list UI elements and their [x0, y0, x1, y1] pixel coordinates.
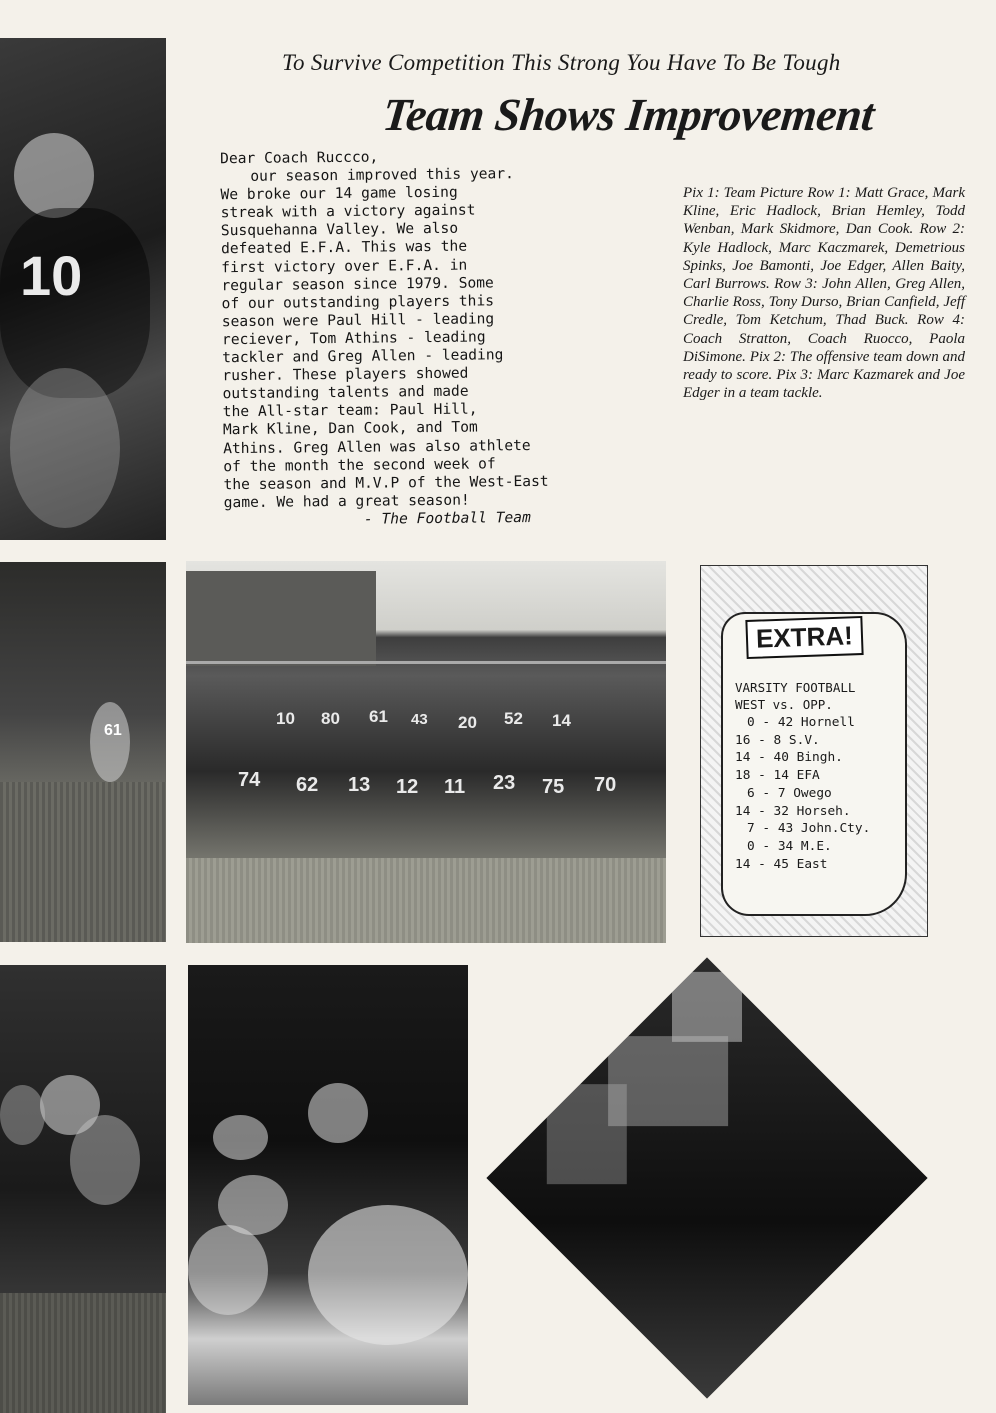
- jersey-number: 12: [396, 776, 419, 798]
- photo-player-10: [0, 38, 166, 540]
- letter-line: Dear Coach Ruccco,: [220, 148, 379, 168]
- jersey-number: 74: [238, 769, 261, 791]
- photo-runner: [0, 562, 166, 942]
- score-row: 0 - 34 M.E.: [747, 838, 832, 854]
- diamond-photo: [486, 957, 927, 1398]
- letter-line: first victory over E.F.A. in: [221, 256, 468, 276]
- letter-line: Susquehanna Valley. We also: [220, 220, 459, 240]
- score-row: 14 - 32 Horseh.: [735, 803, 851, 819]
- letter-line: our season improved this year.: [250, 165, 514, 185]
- letter-line: game. We had a great season!: [223, 491, 470, 511]
- scoreboard-scores: [735, 714, 870, 873]
- photo-team-picture: [186, 561, 666, 943]
- letter-line: of the month the second week of: [223, 454, 496, 475]
- letter-line: defeated E.F.A. This was the: [220, 238, 468, 258]
- page-title: Team Shows Improvement: [380, 89, 877, 140]
- photo-offensive-team: [188, 965, 468, 1405]
- extra-scoreboard-clipping: [700, 565, 928, 937]
- score-row: 7 - 43 John.Cty.: [747, 821, 871, 837]
- score-row: 16 - 8 S.V.: [735, 732, 820, 748]
- extra-badge: EXTRA!: [745, 616, 863, 659]
- photo-line-of-scrimmage: [0, 965, 166, 1413]
- jersey-number: 20: [458, 713, 477, 732]
- handwritten-letter: [220, 146, 644, 530]
- score-row: 0 - 42 Hornell: [747, 715, 855, 730]
- jersey-number: 14: [552, 711, 571, 730]
- jersey-number: 23: [493, 772, 516, 794]
- letter-line: outstanding talents and made: [222, 382, 469, 403]
- jersey-number: 75: [542, 776, 565, 798]
- jersey-number: 11: [444, 776, 466, 798]
- jersey-number: 10: [276, 709, 295, 728]
- jersey-number: 80: [321, 709, 340, 728]
- jersey-number: 61: [104, 722, 122, 739]
- letter-line: Mark Kline, Dan Cook, and Tom: [222, 418, 478, 439]
- jersey-number: 43: [411, 711, 428, 728]
- jersey-number: 62: [296, 774, 319, 796]
- letter-line: Athins. Greg Allen was also athlete: [223, 436, 531, 457]
- score-row: 6 - 7 Owego: [747, 785, 832, 801]
- letter-line: reciever, Tom Athins - leading: [221, 328, 486, 349]
- scoreboard-heading: VARSITY FOOTBALL: [735, 680, 856, 695]
- page-subtitle: To Survive Competition This Strong You Have To Be Tough: [282, 50, 841, 75]
- letter-line: the season and M.V.P of the West-East: [223, 472, 549, 493]
- photo-caption: Pix 1: Team Picture Row 1: Matt Grace, Mark Kline, Eric Hadlock, Brian Hemley, Todd Wenban, Mark Skidmore, Dan Cook. Row 2: Kyle Hadlock, Marc Kaczmarek, Demetrious Spinks, Joe Bamonti, Joe Edger, Allen Baity, Carl Burrows. Row 3: John Allen, Greg Allen, Charlie Ross, Tony Durso, Brian Canfield, Jeff Credle, Tom Ketchum, Thad Buck. Row 4: Coach Stratton, Coach Ruocco, Paola DiSimone. Pix 2: The offensive team down and ready to score. Pix 3: Marc Kazmarek and Joe Edger in a team tackle.: [683, 185, 965, 402]
- letter-line: of our outstanding players this: [221, 292, 495, 312]
- letter-signature: - The Football Team: [363, 508, 531, 528]
- letter-line: the All-star team: Paul Hill,: [222, 400, 478, 421]
- jersey-number: 61: [369, 707, 388, 726]
- letter-line: We broke our 14 game losing: [220, 183, 458, 204]
- scoreboard-columns: WEST vs. OPP.: [735, 697, 833, 712]
- letter-line: season were Paul Hill - leading: [221, 310, 495, 331]
- letter-line: regular season since 1979. Some: [221, 274, 494, 294]
- score-row: 14 - 40 Bingh.: [735, 750, 843, 766]
- score-row: 18 - 14 EFA: [735, 768, 820, 784]
- jersey-number: 10: [20, 244, 83, 307]
- letter-line: streak with a victory against: [220, 201, 476, 222]
- jersey-number: 13: [348, 774, 371, 796]
- jersey-number: 70: [594, 774, 617, 796]
- letter-line: tackler and Greg Allen - leading: [222, 346, 504, 367]
- photo-team-tackle: [487, 958, 927, 1398]
- score-row: 14 - 45 East: [735, 856, 828, 872]
- letter-line: rusher. These players showed: [222, 364, 469, 385]
- jersey-number: 52: [504, 709, 523, 728]
